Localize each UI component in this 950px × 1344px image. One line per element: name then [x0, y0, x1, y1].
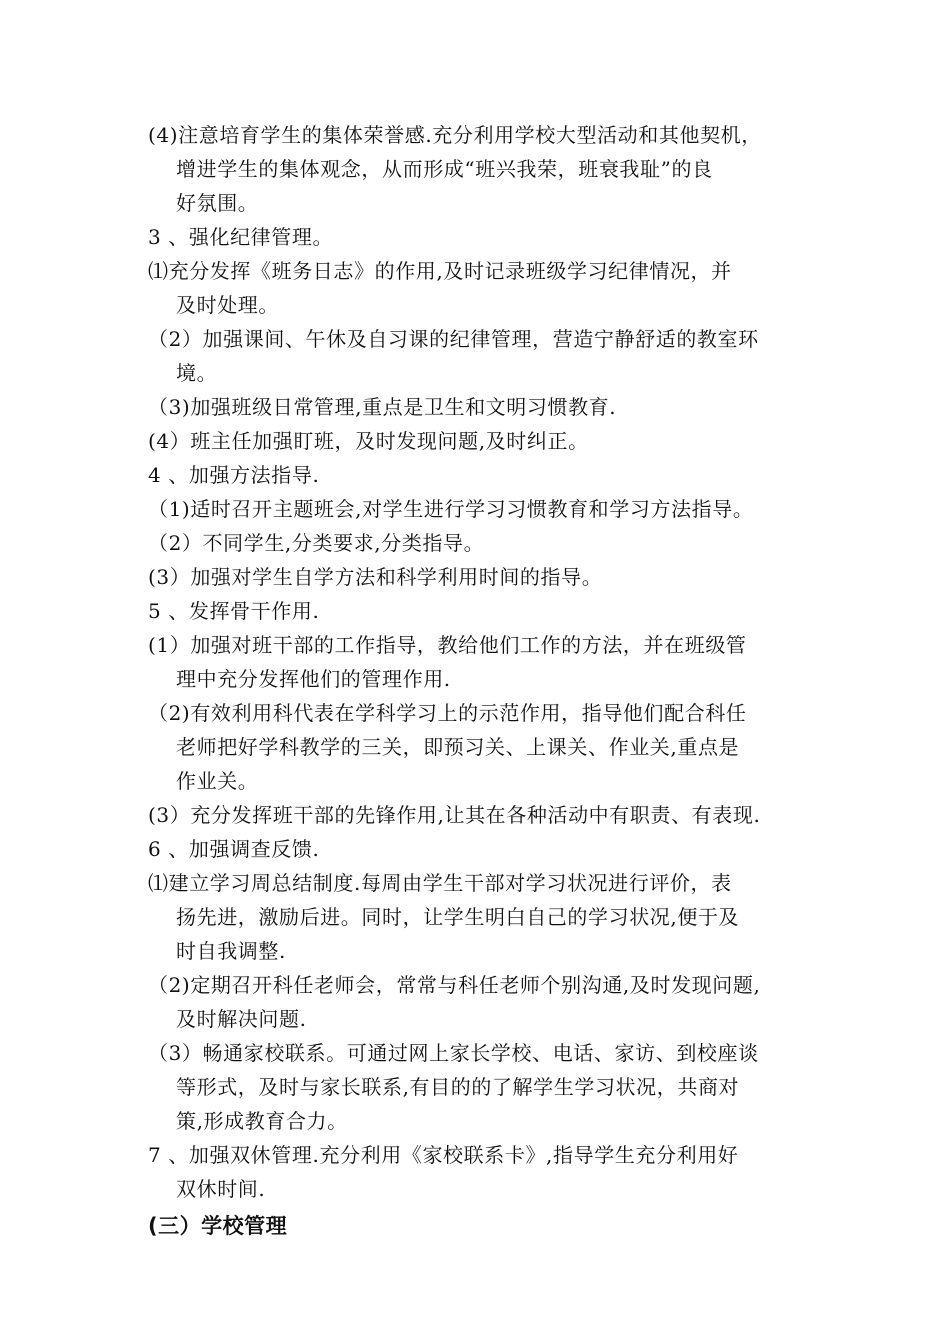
- paragraph-line: (4）班主任加强盯班，及时发现问题,及时纠正。: [148, 429, 589, 453]
- paragraph-continuation-line: 时自我调整.: [176, 939, 286, 963]
- paragraph: [148, 798, 828, 832]
- paragraph-continuation-line: 境。: [176, 361, 218, 385]
- paragraph: [148, 526, 828, 560]
- paragraph: [148, 322, 828, 390]
- paragraph: [148, 390, 828, 424]
- paragraph: [148, 1138, 828, 1206]
- paragraph: [148, 254, 828, 322]
- paragraph-continuation-line: 扬先进，激励后进。同时，让学生明白自己的学习状况,便于及: [176, 905, 740, 929]
- paragraph-line: （2)定期召开科任老师会，常常与科任老师个别沟通,及时发现问题,: [148, 973, 761, 997]
- paragraph-line: (3）加强对学生自学方法和科学利用时间的指导。: [148, 565, 603, 589]
- paragraph-line: (1）加强对班干部的工作指导，教给他们工作的方法，并在班级管: [148, 633, 747, 657]
- paragraph: [148, 458, 828, 492]
- paragraph: [148, 424, 828, 458]
- paragraph-line: （2）加强课间、午休及自习课的纪律管理，营造宁静舒适的教室环: [148, 327, 759, 351]
- paragraph-continuation-line: 增进学生的集体观念，从而形成“班兴我荣，班衰我耻”的良: [176, 157, 713, 181]
- paragraph-continuation-line: 老师把好学科教学的三关，即预习关、上课关、作业关,重点是: [176, 735, 740, 759]
- paragraph-line: 7 、加强双休管理.充分利用《家校联系卡》,指导学生充分利用好: [148, 1143, 739, 1167]
- paragraph-continuation-line: 双休时间.: [176, 1177, 266, 1201]
- paragraph-continuation-line: 好氛围。: [176, 191, 259, 215]
- section-heading: (三）学校管理: [148, 1214, 288, 1238]
- paragraph-line: (3）充分发挥班干部的先锋作用,让其在各种活动中有职责、有表现.: [148, 803, 761, 827]
- paragraph: [148, 628, 828, 696]
- paragraph-continuation-line: 及时解决问题.: [176, 1007, 307, 1031]
- paragraph-line: （3）畅通家校联系。可通过网上家长学校、电话、家访、到校座谈: [148, 1041, 759, 1065]
- paragraph-list: [148, 118, 828, 1206]
- paragraph: [148, 696, 828, 798]
- paragraph-continuation-line: 策,形成教育合力。: [176, 1109, 348, 1133]
- paragraph: [148, 594, 828, 628]
- paragraph-line: ⑴建立学习周总结制度.每周由学生干部对学习状况进行评价，表: [148, 871, 732, 895]
- paragraph-continuation-line: 等形式，及时与家长联系,有目的的了解学生学习状况，共商对: [176, 1075, 740, 1099]
- paragraph-line: 4 、加强方法指导.: [148, 463, 320, 487]
- paragraph: [148, 118, 828, 220]
- paragraph-line: 5 、发挥骨干作用.: [148, 599, 320, 623]
- document-body: [148, 118, 828, 1244]
- paragraph: [148, 968, 828, 1036]
- paragraph-continuation-line: 及时处理。: [176, 293, 279, 317]
- paragraph-line: ⑴充分发挥《班务日志》的作用,及时记录班级学习纪律情况，并: [148, 259, 732, 283]
- paragraph-continuation-line: 作业关。: [176, 769, 259, 793]
- paragraph: [148, 1036, 828, 1138]
- paragraph-line: （2）不同学生,分类要求,分类指导。: [148, 531, 485, 555]
- paragraph-line: (4)注意培育学生的集体荣誉感.充分利用学校大型活动和其他契机，: [148, 123, 762, 147]
- paragraph-line: （1)适时召开主题班会,对学生进行学习习惯教育和学习方法指导。: [148, 497, 754, 521]
- paragraph-continuation-line: 理中充分发挥他们的管理作用.: [176, 667, 451, 691]
- paragraph-line: 3 、强化纪律管理。: [148, 225, 334, 249]
- paragraph: [148, 492, 828, 526]
- paragraph: [148, 220, 828, 254]
- paragraph: [148, 832, 828, 866]
- paragraph-line: （2)有效利用科代表在学科学习上的示范作用，指导他们配合科任: [148, 701, 747, 725]
- paragraph: [148, 866, 828, 968]
- paragraph: [148, 560, 828, 594]
- paragraph-line: 6 、加强调查反馈.: [148, 837, 320, 861]
- paragraph-line: （3)加强班级日常管理,重点是卫生和文明习惯教育.: [148, 395, 617, 419]
